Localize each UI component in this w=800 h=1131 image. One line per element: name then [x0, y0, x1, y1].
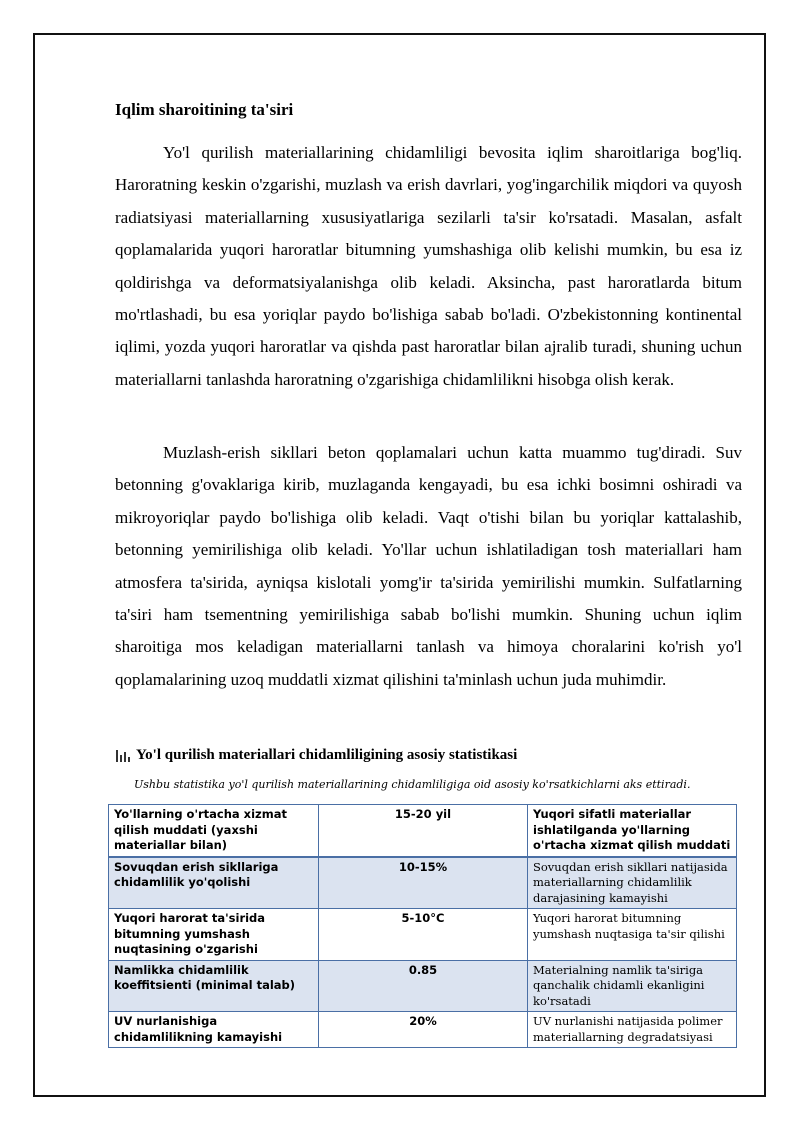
statistics-subtitle: Ushbu statistika yo'l qurilish materiallarining chidamliligiga oid asosiy ko'rsatkichlarni aks ettiradi.: [134, 778, 691, 791]
stat-description: Yuqori harorat bitumning yumshash nuqtasiga ta'sir qilishi: [528, 909, 737, 961]
table-row: [109, 960, 737, 1012]
stat-description: Sovuqdan erish sikllari natijasida materiallarning chidamlilik darajasining kamayishi: [528, 857, 737, 909]
stat-value: 10-15%: [319, 857, 528, 909]
table-row: [109, 857, 737, 909]
table-row: [109, 805, 737, 857]
stat-value: 20%: [319, 1012, 528, 1048]
table-row: [109, 1012, 737, 1048]
section-heading: Iqlim sharoitining ta'siri: [115, 100, 294, 119]
paragraph: Yo'l qurilish materiallarining chidamliligi bevosita iqlim sharoitlariga bog'liq. Haroratning keskin o'zgarishi, muzlash va erish davrlari, yog'ingarchilik miqdori va quyosh radiatsiyasi materiallarning xususiyatlariga sezilarli ta'sir ko'rsatadi. Masalan, asfalt qoplamalarida yuqori haroratlar bitumning yumshashiga olib kelishi mumkin, bu esa iz qoldirishga va deformatsiyalanishga olib keladi. Aksincha, past haroratlarda bitum mo'rtlashadi, bu esa yoriqlar paydo bo'lishiga sabab bo'ladi. O'zbekistonning kontinental iqlimi, yozda yuqori haroratlar va qishda past haroratlar bilan ajralib turadi, shuning uchun materiallarni tanlashda haroratning o'zgarishiga chidamlilikni hisobga olish kerak.: [115, 143, 742, 389]
paragraph: Muzlash-erish sikllari beton qoplamalari uchun katta muammo tug'diradi. Suv betonning g'ovaklariga kirib, muzlaganda kengayadi, bu esa ichki bosimni oshiradi va mikroyoriqlar paydo bo'lishiga olib keladi. Vaqt o'tishi bilan bu yoriqlar kattalashib, betonning yemirilishiga olib keladi. Yo'llar uchun ishlatiladigan tosh materiallari ham atmosfera ta'sirida, ayniqsa kislotali yomg'ir ta'sirida yemirilishi mumkin. Sulfatlarning ta'siri ham tsementning yemirilishiga sabab bo'lishi mumkin. Shuning uchun iqlim sharoitiga mos keladigan materiallarni tanlash va himoya choralarini ko'rish yo'l qoplamalarining uzoq muddatli xizmat qilishini ta'minlash uchun juda muhimdir.: [115, 443, 742, 689]
stat-description: Materialning namlik ta'siriga qanchalik chidamli ekanligini ko'rsatadi: [528, 960, 737, 1012]
statistics-title: [116, 747, 517, 764]
stat-value: 0.85: [319, 960, 528, 1012]
bar-chart-icon: [116, 750, 130, 762]
statistics-table: [108, 804, 737, 1048]
stat-description: UV nurlanishi natijasida polimer materiallarning degradatsiyasi: [528, 1012, 737, 1048]
stat-name: Sovuqdan erish sikllariga chidamlilik yo'qolishi: [109, 857, 319, 909]
stat-value: 15-20 yil: [319, 805, 528, 857]
stat-name: UV nurlanishiga chidamlilikning kamayishi: [109, 1012, 319, 1048]
statistics-title-text: Yo'l qurilish materiallari chidamliligining asosiy statistikasi: [136, 747, 518, 763]
stat-name: Yo'llarning o'rtacha xizmat qilish muddati (yaxshi materiallar bilan): [109, 805, 319, 857]
stat-name: Namlikka chidamlilik koeffitsienti (minimal talab): [109, 960, 319, 1012]
stat-name: Yuqori harorat ta'sirida bitumning yumshash nuqtasining o'zgarishi: [109, 909, 319, 961]
stat-description: Yuqori sifatli materiallar ishlatilganda yo'llarning o'rtacha xizmat qilish muddati: [528, 805, 737, 857]
table-row: [109, 909, 737, 961]
stat-value: 5-10°C: [319, 909, 528, 961]
